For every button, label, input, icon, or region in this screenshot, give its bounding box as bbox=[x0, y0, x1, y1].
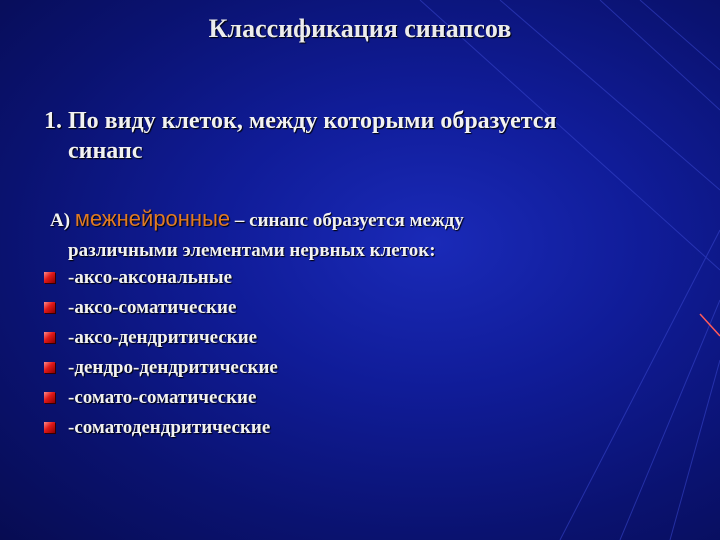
list-item bbox=[44, 383, 278, 413]
list-item bbox=[44, 323, 278, 353]
list-item-text: -дендро-дендритические bbox=[68, 357, 278, 378]
list-item-text: -аксо-дендритические bbox=[68, 327, 258, 348]
slide-title: Классификация синапсов bbox=[208, 14, 512, 43]
red-square-bullet-icon bbox=[44, 332, 55, 343]
red-square-bullet-icon bbox=[44, 422, 55, 433]
red-square-bullet-icon bbox=[44, 272, 55, 283]
list-item bbox=[44, 263, 278, 293]
subsection-term: межнейронные bbox=[74, 206, 231, 231]
synapse-type-list bbox=[44, 263, 278, 443]
list-item-text: -соматодендритические bbox=[68, 417, 271, 438]
subsection-rest: – синапс образуется между bbox=[230, 210, 464, 231]
list-item bbox=[44, 353, 278, 383]
list-item-text: -аксо-аксональные bbox=[68, 267, 233, 288]
list-item-text: -аксо-соматические bbox=[68, 297, 237, 318]
red-square-bullet-icon bbox=[44, 392, 55, 403]
section-heading-line1: 1. По виду клеток, между которыми образуется bbox=[44, 108, 557, 134]
red-square-bullet-icon bbox=[44, 362, 55, 373]
section-heading-line2: синапс bbox=[68, 138, 143, 164]
subsection-line2: различными элементами нервных клеток: bbox=[68, 240, 436, 261]
list-item bbox=[44, 413, 278, 443]
subsection-a bbox=[50, 204, 690, 266]
red-square-bullet-icon bbox=[44, 302, 55, 313]
list-item bbox=[44, 293, 278, 323]
accent-ray bbox=[700, 314, 720, 336]
subsection-prefix: А) bbox=[50, 210, 75, 231]
list-item-text: -сомато-соматические bbox=[68, 387, 257, 408]
section-heading bbox=[44, 106, 684, 166]
